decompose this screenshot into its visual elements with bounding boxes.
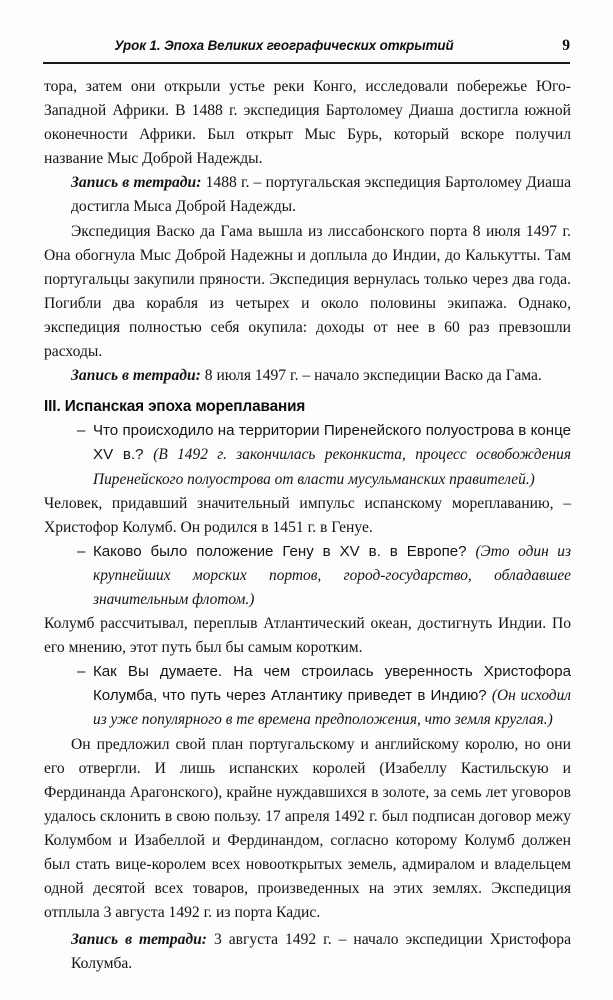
- paragraph-continued: тора, затем они открыли устье реки Конго, исследовали побережье Юго-Западной Африки. В 1488 г. экспедиция Бартоломеу Диаша достигла южной оконечности Африки. Был открыт Мыс Бурь, который вскоре получил название Мыс Доброй Надежды.: [44, 78, 571, 168]
- dash-bullet-icon: –: [77, 542, 86, 560]
- notebook-entry-text: 3 августа 1492 г. – начало экспедиции Христофора Колумба.: [71, 931, 571, 973]
- question-item-3: [44, 660, 571, 732]
- answer-text: (В 1492 г. закончилась реконкиста, процесс освобождения Пиренейского полуострова от власти мусульманских правителей.): [93, 446, 571, 488]
- running-head-title: Урок 1. Эпоха Великих географических открытий: [114, 38, 454, 53]
- question-text: Что происходило на территории Пиренейского полуострова в конце XV в.?: [93, 422, 571, 464]
- question-item-2: [44, 540, 571, 612]
- dash-bullet-icon: –: [77, 422, 86, 440]
- notebook-entry-label: Запись в тетради:: [71, 367, 201, 385]
- notebook-entry-3: [44, 928, 571, 976]
- answer-text: (Это один из крупнейших морских портов, город-государство, обладавшее значительным флотом.): [93, 542, 571, 608]
- notebook-entry-text: 1488 г. – португальская экспедиция Бартоломеу Диаша достигла Мыса Доброй Надежды.: [71, 174, 571, 216]
- section-gap: [44, 388, 571, 395]
- section-heading-iii: III. Испанская эпоха мореплавания: [44, 398, 306, 416]
- paragraph-columbus-plan: Колумб рассчитывал, переплыв Атлантический океан, достигнуть Индии. По его мнению, этот путь был бы самым коротким.: [44, 615, 571, 657]
- header-rule: [43, 62, 570, 64]
- paragraph-vasco-da-gama: Экспедиция Васко да Гама вышла из лиссабонского порта 8 июля 1497 г. Она обогнула Мыс Доброй Надежны и доплыла до Индии, до Калькутты. Там португальцы закупили пряности. Экспедиция вернулась только через два года. Погибли два корабля из четырех и около половины экипажа. Однако, экспедиция полностью себя окупила: доходы от нее в 60 раз превзошли расходы.: [44, 222, 571, 361]
- answer-text: (Он исходил из уже популярного в те времена предположения, что земля круглая.): [93, 687, 571, 729]
- body-text-block: [44, 75, 571, 976]
- paragraph-spanish-kings: Он предложил свой план португальскому и английскому королю, но они его отвергли. И лишь испанских королей (Изабеллу Кастильскую и Фердинанда Арагонского), крайне нуждавшихся в золоте, за семь лет уговоров удалось склонить в свою пользу. 17 апреля 1492 г. был подписан договор межу Колумбом и Изабеллой и Фердинандом, согласно которому Колумб должен был стать вице-королем всех новооткрытых земель, адмиралом и владельцем одной десятой всех товаров, произведенных на этих землях. Экспедиция отплыла 3 августа 1492 г. из порта Кадис.: [44, 735, 571, 922]
- dash-bullet-icon: –: [77, 663, 86, 681]
- notebook-entry-2: [44, 364, 571, 388]
- question-text: Каково было положение Гену в XV в. в Европе?: [93, 542, 476, 560]
- notebook-entry-text: 8 июля 1497 г. – начало экспедиции Васко да Гама.: [200, 367, 542, 385]
- page-number: 9: [562, 37, 570, 54]
- question-item-1: [44, 419, 571, 491]
- notebook-entry-label: Запись в тетради:: [71, 931, 207, 949]
- paragraph-columbus-intro: Человек, придавший значительный импульс испанскому мореплаванию, – Христофор Колумб. Он родился в 1451 г. в Генуе.: [44, 494, 571, 536]
- notebook-entry-1: [44, 171, 571, 219]
- running-head: [43, 38, 570, 64]
- notebook-entry-label: Запись в тетради:: [71, 174, 202, 192]
- question-text: Как Вы думаете. На чем строилась уверенность Христофора Колумба, что путь через Атлантику приведет в Индию?: [93, 663, 571, 705]
